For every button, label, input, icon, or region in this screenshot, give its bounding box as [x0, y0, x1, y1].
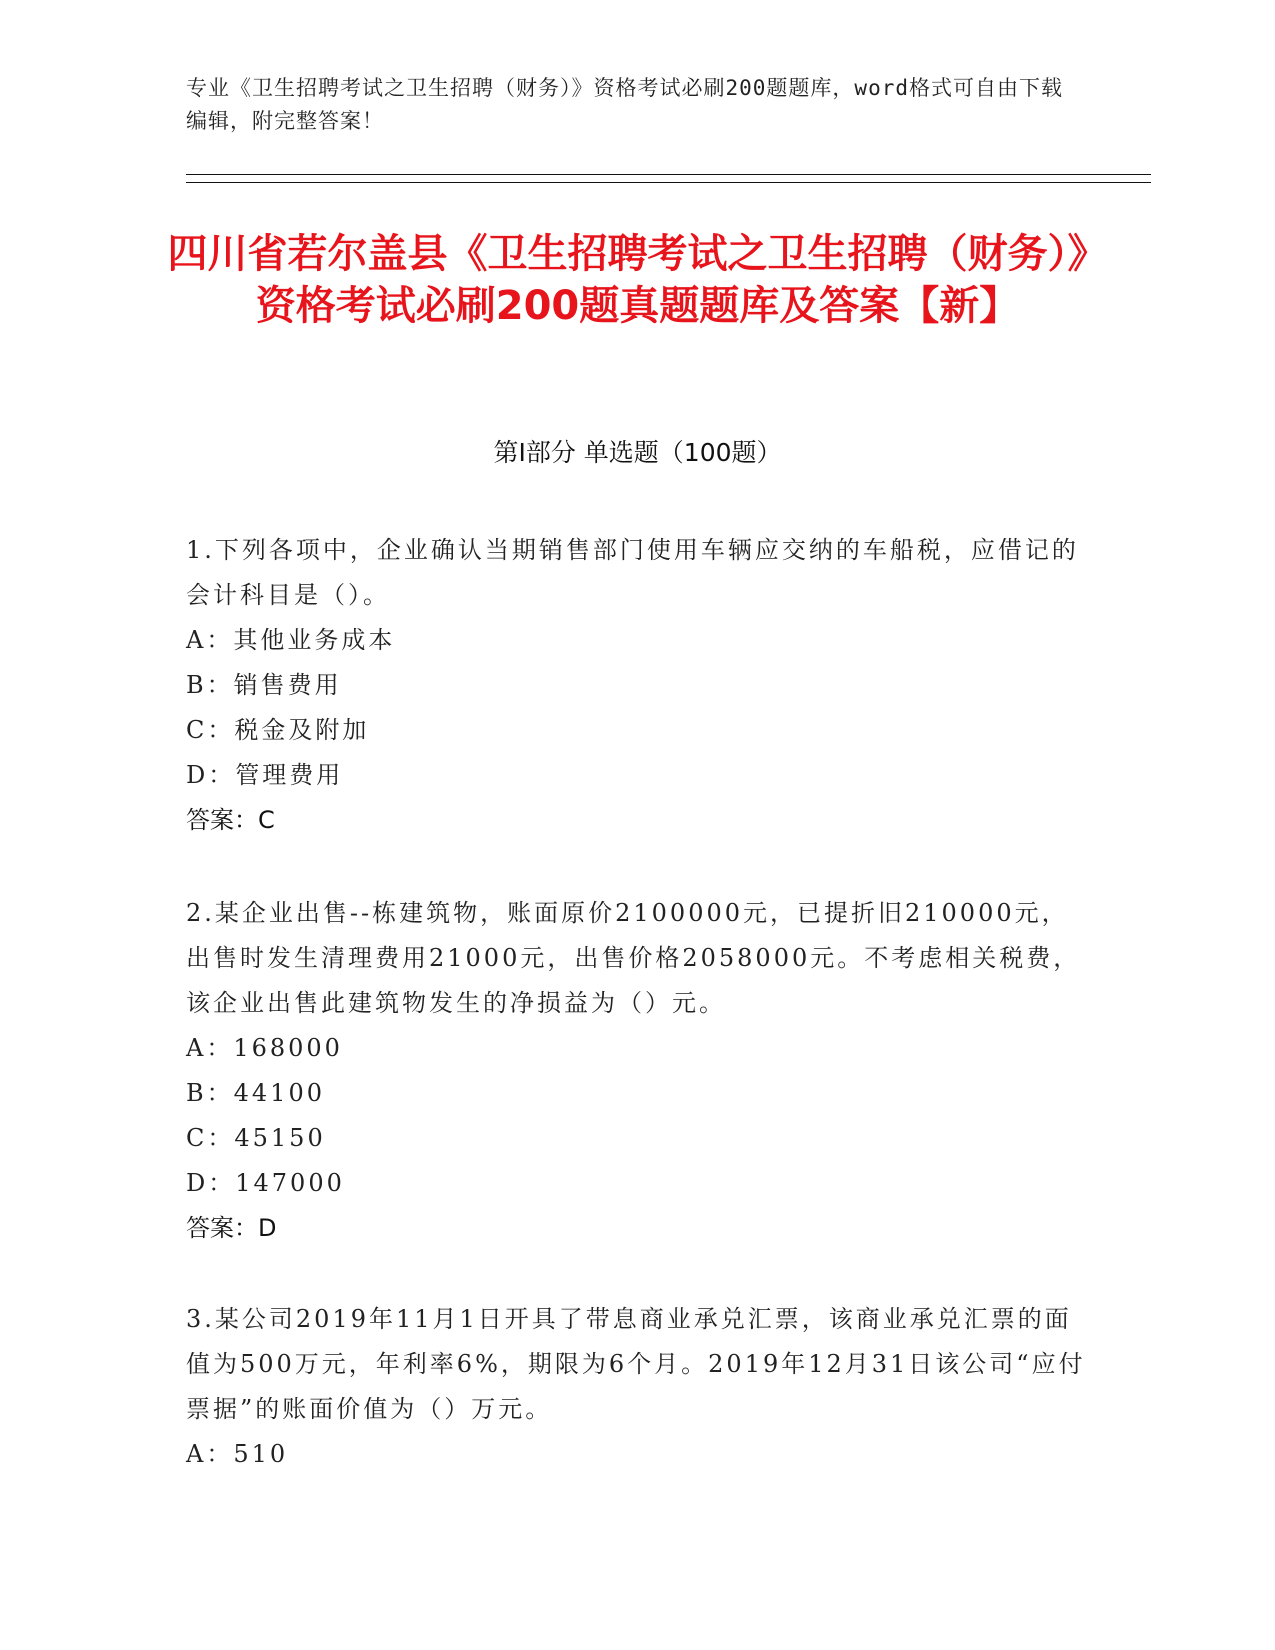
option-a: A：168000 — [186, 1034, 343, 1062]
option-a: A：其他业务成本 — [186, 626, 396, 654]
header-divider-bottom — [186, 182, 1151, 183]
question-stem: 2.某企业出售--栋建筑物，账面原价2100000元，已提折旧210000元，出售时发生清理费用21000元，出售价格2058000元。不考虑相关税费，该企业出售此建筑物发生的净损益为（）元。 — [186, 899, 1081, 1017]
question-stem: 1.下列各项中，企业确认当期销售部门使用车辆应交纳的车船税，应借记的会计科目是（）。 — [186, 536, 1079, 609]
header-divider-top — [186, 174, 1151, 175]
option-d: D：管理费用 — [186, 761, 344, 789]
question-3 — [186, 1297, 1086, 1477]
option-b: B：销售费用 — [186, 671, 342, 699]
option-c: C：45150 — [186, 1124, 326, 1152]
document-title: 四川省若尔盖县《卫生招聘考试之卫生招聘（财务）》资格考试必刷200题真题题库及答案【新】 — [167, 231, 1108, 329]
option-b: B：44100 — [186, 1079, 325, 1107]
answer-line: 答案：D — [186, 1214, 277, 1242]
header-note: 专业《卫生招聘考试之卫生招聘（财务）》资格考试必刷200题题库，word格式可自由下载编辑，附完整答案！ — [186, 76, 1063, 133]
answer-line: 答案：C — [186, 806, 275, 834]
question-1 — [186, 528, 1086, 843]
question-2 — [186, 891, 1086, 1251]
section-heading: 第Ⅰ部分 单选题（100题） — [493, 438, 782, 467]
question-stem: 3.某公司2019年11月1日开具了带息商业承兑汇票，该商业承兑汇票的面值为500万元，年利率6%，期限为6个月。2019年12月31日该公司“应付票据”的账面价值为（）万元。 — [186, 1305, 1086, 1423]
option-a: A：510 — [186, 1440, 289, 1468]
option-c: C：税金及附加 — [186, 716, 370, 744]
option-d: D：147000 — [186, 1169, 345, 1197]
